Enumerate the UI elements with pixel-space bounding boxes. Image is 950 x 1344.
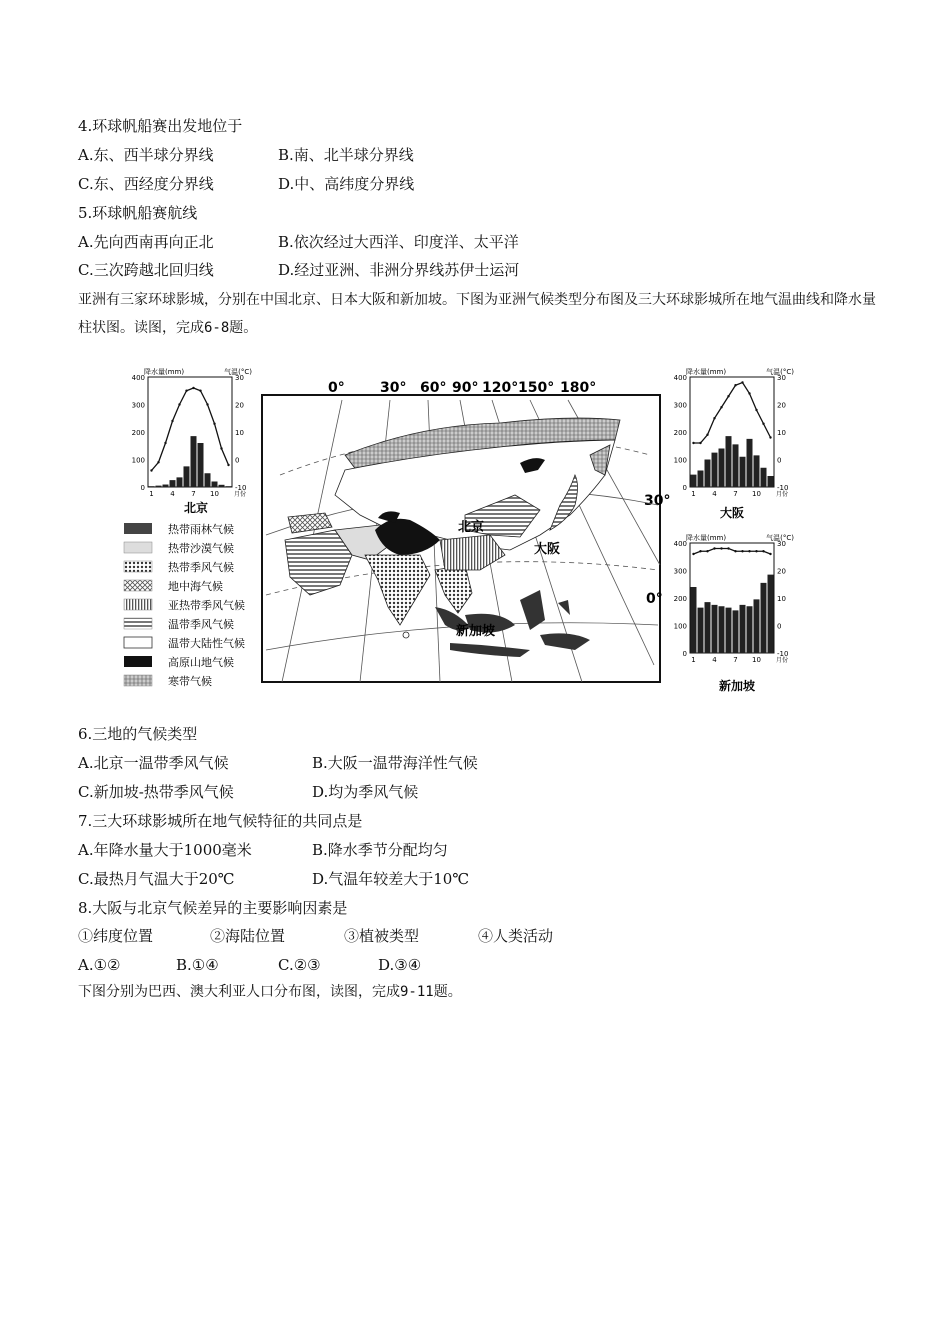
intro-paragraph: 亚洲有三家环球影城，分别在中国北京、日本大阪和新加坡。下图为亚洲气候类型分布图及三大环球影城所在地气温曲线和降水量柱状图。读图，完成6-8题。	[78, 292, 876, 336]
y-axis-right-label: 气温(°C)	[766, 368, 794, 376]
q7-option-d: D.气温年较差大于10℃	[312, 870, 470, 888]
temperature-point	[741, 550, 743, 552]
q4-option-c: C.东、西经度分界线	[78, 175, 214, 193]
y-tick-right: 0	[777, 622, 782, 631]
temperature-point	[720, 547, 722, 549]
longitude-label: 30°	[380, 380, 407, 396]
temperature-point	[185, 390, 187, 392]
precip-bar	[733, 610, 739, 653]
longitude-label: 0°	[328, 380, 345, 396]
temperature-point	[734, 384, 736, 386]
y-axis-left-label: 降水量(mm)	[144, 368, 185, 376]
q7-option-c: C.最热月气温大于20℃	[78, 870, 235, 888]
y-tick-right: 20	[235, 401, 244, 410]
temperature-point	[171, 420, 173, 422]
legend-item: 亚热带季风气候	[168, 599, 245, 612]
y-tick-left: 400	[131, 374, 145, 382]
y-tick-left: 100	[673, 456, 687, 465]
latitude-label: 30°	[644, 493, 671, 509]
precip-bar	[761, 583, 767, 653]
temperature-point	[706, 550, 708, 552]
legend-item: 热带季风气候	[168, 561, 234, 574]
precip-bar	[719, 449, 725, 488]
q5-option-d: D.经过亚洲、非洲分界线苏伊士运河	[278, 261, 520, 279]
q5-option-c: C.三次跨越北回归线	[78, 261, 214, 279]
legend-item: 热带沙漠气候	[168, 542, 234, 555]
legend-item: 温带大陆性气候	[168, 637, 245, 650]
precip-bar	[761, 468, 767, 487]
x-tick: 10	[752, 656, 761, 664]
y-tick-right: 10	[235, 429, 244, 437]
y-tick-right: -10	[777, 484, 789, 492]
temperature-point	[734, 550, 736, 552]
precip-bar	[691, 587, 697, 653]
precip-bar	[205, 473, 211, 487]
precip-bar	[226, 486, 232, 487]
q4-option-d: D.中、高纬度分界线	[278, 175, 415, 193]
temperature-point	[713, 547, 715, 549]
precip-bar	[705, 602, 711, 653]
x-tick: 10	[752, 490, 761, 498]
q8-factor: ②海陆位置	[210, 927, 286, 945]
precip-bar	[170, 480, 176, 487]
asia-climate-map	[262, 380, 670, 682]
temperature-point	[720, 406, 722, 408]
precip-bar	[198, 443, 204, 487]
q6-stem: 6.三地的气候类型	[78, 725, 198, 743]
map-city-osaka: 大阪	[534, 542, 561, 557]
temperature-point	[713, 417, 715, 419]
x-tick: 7	[191, 490, 196, 498]
temperature-point	[762, 423, 764, 425]
precip-bar	[754, 599, 760, 653]
legend-item: 寒带气候	[168, 675, 212, 688]
temperature-line	[152, 388, 229, 471]
precip-bar	[156, 486, 162, 487]
y-tick-right: 0	[235, 456, 240, 465]
precip-bar	[726, 436, 732, 487]
y-axis-right-label: 气温(°C)	[224, 368, 252, 376]
precip-bar	[768, 476, 774, 487]
precip-bar	[212, 482, 218, 488]
q5-option-b: B.依次经过大西洋、印度洋、太平洋	[278, 233, 519, 251]
x-tick: 10	[210, 490, 219, 498]
q7-option-a: A.年降水量大于1000毫米	[78, 841, 252, 859]
x-tick: 1	[691, 656, 696, 664]
temperature-point	[192, 387, 194, 389]
temperature-point	[769, 436, 771, 438]
x-tick: 7	[733, 490, 738, 498]
precip-bar	[740, 457, 746, 487]
outro-paragraph: 下图分别为巴西、澳大利亚人口分布图，读图，完成9-11题。	[78, 984, 462, 1000]
precip-bar	[705, 460, 711, 488]
legend-item: 温带季风气候	[168, 618, 234, 631]
q4-option-b: B.南、北半球分界线	[278, 146, 414, 164]
precip-bar	[219, 485, 225, 487]
plot-frame	[148, 377, 232, 487]
y-tick-right: 30	[235, 374, 244, 382]
q6-option-a: A.北京一温带季风气候	[78, 754, 229, 772]
temperature-point	[699, 550, 701, 552]
temperature-point	[755, 550, 757, 552]
latitude-label: 0°	[646, 591, 663, 607]
x-tick: 4	[712, 656, 717, 664]
y-tick-left: 300	[673, 401, 687, 410]
q6-option-c: C.新加坡-热带季风气候	[78, 783, 234, 801]
temperature-point	[178, 403, 180, 405]
q7-option-b: B.降水季节分配均匀	[312, 841, 448, 859]
longitude-label: 90°	[452, 380, 479, 396]
y-tick-left: 100	[673, 622, 687, 631]
temperature-point	[748, 550, 750, 552]
y-tick-right: 10	[777, 429, 786, 437]
q8-factor: ③植被类型	[344, 927, 420, 945]
q6-option-b: B.大阪一温带海洋性气候	[312, 754, 478, 772]
temperature-point	[699, 442, 701, 444]
precip-bar	[747, 439, 753, 487]
temperature-point	[762, 550, 764, 552]
legend-item: 高原山地气候	[168, 656, 234, 669]
precip-bar	[712, 453, 718, 487]
singapore-chart-title: 新加坡	[718, 679, 756, 693]
q8-option-d: D.③④	[378, 956, 422, 974]
q8-option-a: A.①②	[78, 956, 121, 974]
x-tick: 4	[712, 490, 717, 498]
y-tick-left: 100	[131, 456, 145, 465]
osaka-climate-chart	[674, 367, 795, 498]
precip-bar	[149, 486, 155, 487]
map-city-singapore: 新加坡	[456, 624, 496, 639]
precip-bar	[177, 477, 183, 487]
y-tick-left: 0	[682, 650, 687, 658]
temperature-point	[164, 442, 166, 444]
x-axis-label: 月份	[776, 657, 789, 664]
beijing-climate-chart	[132, 367, 253, 498]
q8-factor: ④人类活动	[478, 927, 554, 945]
y-axis-left-label: 降水量(mm)	[686, 368, 727, 376]
q8-option-c: C.②③	[278, 956, 321, 974]
precip-bar	[163, 485, 169, 487]
y-tick-left: 400	[673, 540, 687, 548]
x-tick: 1	[691, 490, 696, 498]
legend-item: 地中海气候	[168, 580, 223, 593]
precip-bar	[733, 444, 739, 487]
precip-bar	[768, 575, 774, 653]
temperature-point	[199, 390, 201, 392]
y-tick-left: 0	[682, 484, 687, 492]
singapore-climate-chart	[674, 533, 795, 664]
precip-bar	[191, 436, 197, 487]
x-axis-label: 月份	[234, 491, 247, 498]
q7-stem: 7.三大环球影城所在地气候特征的共同点是	[78, 812, 363, 830]
precip-bar	[691, 475, 697, 487]
longitude-label: 120°	[482, 380, 519, 396]
map-city-beijing: 北京	[458, 520, 485, 535]
temperature-point	[727, 547, 729, 549]
temperature-point	[748, 392, 750, 394]
y-tick-left: 0	[140, 484, 145, 492]
y-tick-right: 20	[777, 567, 786, 576]
q8-option-b: B.①④	[176, 956, 219, 974]
temperature-point	[692, 442, 694, 444]
q6-option-d: D.均为季风气候	[312, 783, 419, 801]
longitude-label: 60°	[420, 380, 447, 396]
longitude-label: 180°	[560, 380, 597, 396]
y-tick-left: 300	[131, 401, 145, 410]
temperature-point	[706, 434, 708, 436]
y-tick-left: 400	[673, 374, 687, 382]
q8-stem: 8.大阪与北京气候差异的主要影响因素是	[78, 899, 348, 917]
y-axis-right-label: 气温(°C)	[766, 534, 794, 542]
temperature-point	[755, 409, 757, 411]
y-tick-right: 0	[777, 456, 782, 465]
y-tick-right: 30	[777, 374, 786, 382]
q4-option-a: A.东、西半球分界线	[78, 146, 214, 164]
temperature-point	[741, 381, 743, 383]
temperature-point	[150, 469, 152, 471]
q4-stem: 4.环球帆船赛出发地位于	[78, 117, 243, 135]
y-axis-left-label: 降水量(mm)	[686, 534, 727, 542]
q8-factor: ①纬度位置	[78, 927, 154, 945]
y-tick-left: 300	[673, 567, 687, 576]
precip-bar	[698, 608, 704, 653]
precip-bar	[747, 606, 753, 653]
precip-bar	[184, 466, 190, 487]
legend	[124, 522, 245, 688]
y-tick-left: 200	[673, 429, 687, 437]
precip-bar	[740, 605, 746, 653]
y-tick-right: 10	[777, 595, 786, 603]
x-tick: 7	[733, 656, 738, 664]
precip-bar	[698, 471, 704, 488]
y-tick-right: -10	[777, 650, 789, 658]
temperature-point	[769, 553, 771, 555]
temperature-point	[157, 461, 159, 463]
precip-bar	[719, 606, 725, 653]
y-tick-right: 30	[777, 540, 786, 548]
longitude-label: 150°	[518, 380, 555, 396]
temperature-point	[227, 464, 229, 466]
precip-bar	[726, 608, 732, 653]
y-tick-left: 200	[673, 595, 687, 603]
temperature-point	[206, 403, 208, 405]
y-tick-right: 20	[777, 401, 786, 410]
temperature-point	[692, 553, 694, 555]
precip-bar	[754, 455, 760, 487]
legend-item: 热带雨林气候	[168, 523, 234, 536]
x-axis-label: 月份	[776, 491, 789, 498]
x-tick: 4	[170, 490, 175, 498]
temperature-line	[694, 549, 771, 555]
x-tick: 1	[149, 490, 154, 498]
temperature-point	[220, 447, 222, 449]
q5-stem: 5.环球帆船赛航线	[78, 204, 198, 222]
osaka-chart-title: 大阪	[719, 506, 745, 520]
temperature-point	[213, 423, 215, 425]
q5-option-a: A.先向西南再向正北	[78, 233, 214, 251]
climate-figure	[120, 345, 820, 695]
y-tick-left: 200	[131, 429, 145, 437]
y-tick-right: -10	[235, 484, 247, 492]
precip-bar	[712, 605, 718, 653]
beijing-chart-title: 北京	[183, 501, 209, 515]
temperature-point	[727, 395, 729, 397]
temperature-line	[694, 383, 771, 444]
